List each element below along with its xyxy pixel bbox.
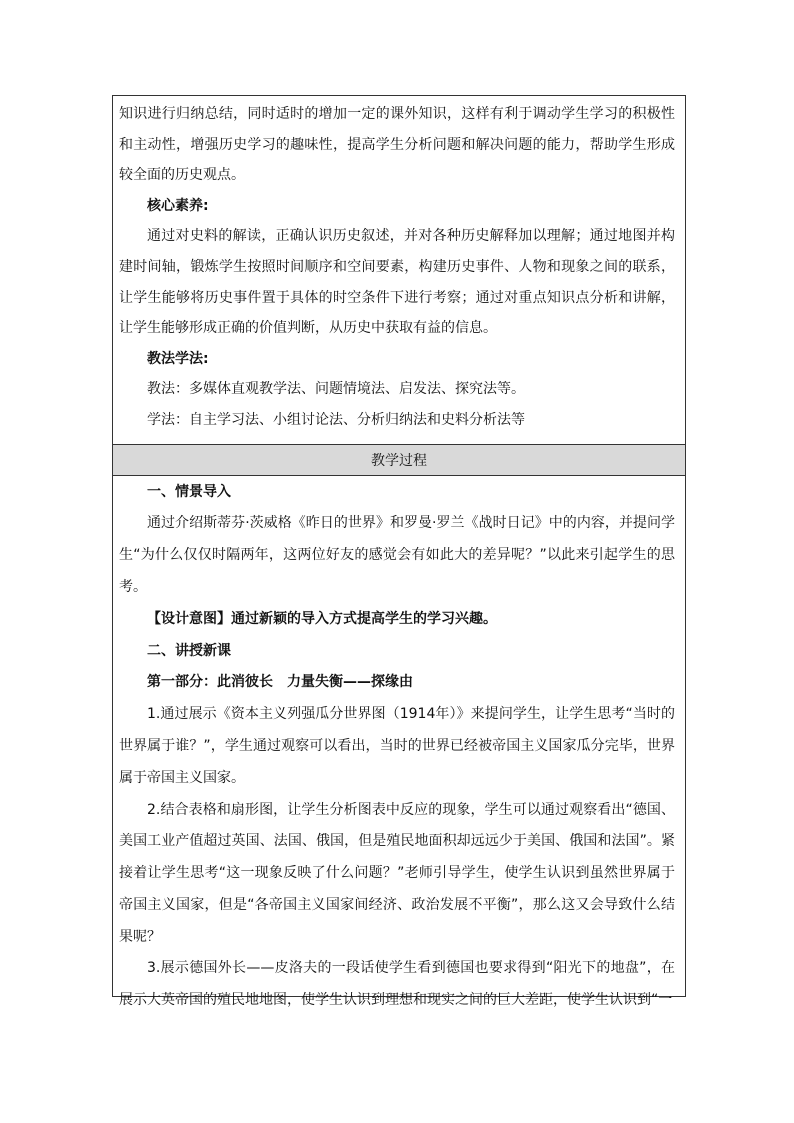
point-3: 3.展示德国外长——皮洛夫的一段话使学生看到德国也要求得到“阳光下的地盘”，在展示大英帝国的殖民地地图，使学生认识到理想和现实之间的巨大差距，使学生认识到“一: [119, 960, 675, 1009]
learning-method: 学法：自主学习法、小组讨论法、分析归纳法和史料分析法等: [147, 411, 525, 428]
core-literacy-heading: 核心素养:: [147, 197, 209, 214]
methods-heading: 教法学法:: [147, 350, 209, 367]
core-literacy-text: 通过对史料的解读，正确认识历史叙述，并对各种历史解释加以理解；通过地图并构建时间轴，锻炼学生按照时间顺序和空间要素，构建历史事件、人物和现象之间的联系，让学生能够将历史事件置于具体的时空条件下进行考察；通过对重点知识点分析和讲解，让学生能够形成正确的价值判断，从历史中获取有益的信息。: [119, 228, 675, 337]
intro-heading: 一、情景导入: [147, 483, 231, 500]
new-lesson-heading: 二、讲授新课: [147, 642, 231, 659]
objectives-cell: [113, 96, 685, 444]
teaching-process-cell: [113, 476, 685, 1009]
teaching-process-header: 教学过程: [113, 444, 685, 476]
objectives-continuation: 知识进行归纳总结，同时适时的增加一定的课外知识，这样有利于调动学生学习的积极性和主动性，增强历史学习的趣味性，提高学生分析问题和解决问题的能力，帮助学生形成较全面的历史观点。: [119, 106, 675, 184]
part1-heading: 第一部分：此消彼长 力量失衡——探缘由: [147, 674, 413, 691]
design-intent: 【设计意图】通过新颖的导入方式提高学生的学习兴趣。: [147, 610, 497, 627]
lesson-plan-table: [112, 95, 686, 1009]
point-2: 2.结合表格和扇形图，让学生分析图表中反应的现象，学生可以通过观察看出“德国、美国工业产值超过英国、法国、俄国，但是殖民地面积却远远少于美国、俄国和法国”。紧接着让学生思考“这一现象反映了什么问题？”老师引导学生，使学生认识到虽然世界属于帝国主义国家，但是“各帝国主义国家间经济、政治发展不平衡”，那么这又会导致什么结果呢？: [119, 801, 675, 945]
teaching-method: 教法：多媒体直观教学法、问题情境法、启发法、探究法等。: [147, 381, 525, 398]
intro-text: 通过介绍斯蒂芬·茨威格《昨日的世界》和罗曼·罗兰《战时日记》中的内容，并提问学生“为什么仅仅时隔两年，这两位好友的感觉会有如此大的差异呢？”以此来引起学生的思考。: [119, 515, 675, 595]
point-1: 1.通过展示《资本主义列强瓜分世界图（1914年）》来提问学生，让学生思考“当时的世界属于谁？”，学生通过观察可以看出，当时的世界已经被帝国主义国家瓜分完毕，世界属于帝国主义国家。: [119, 706, 675, 786]
